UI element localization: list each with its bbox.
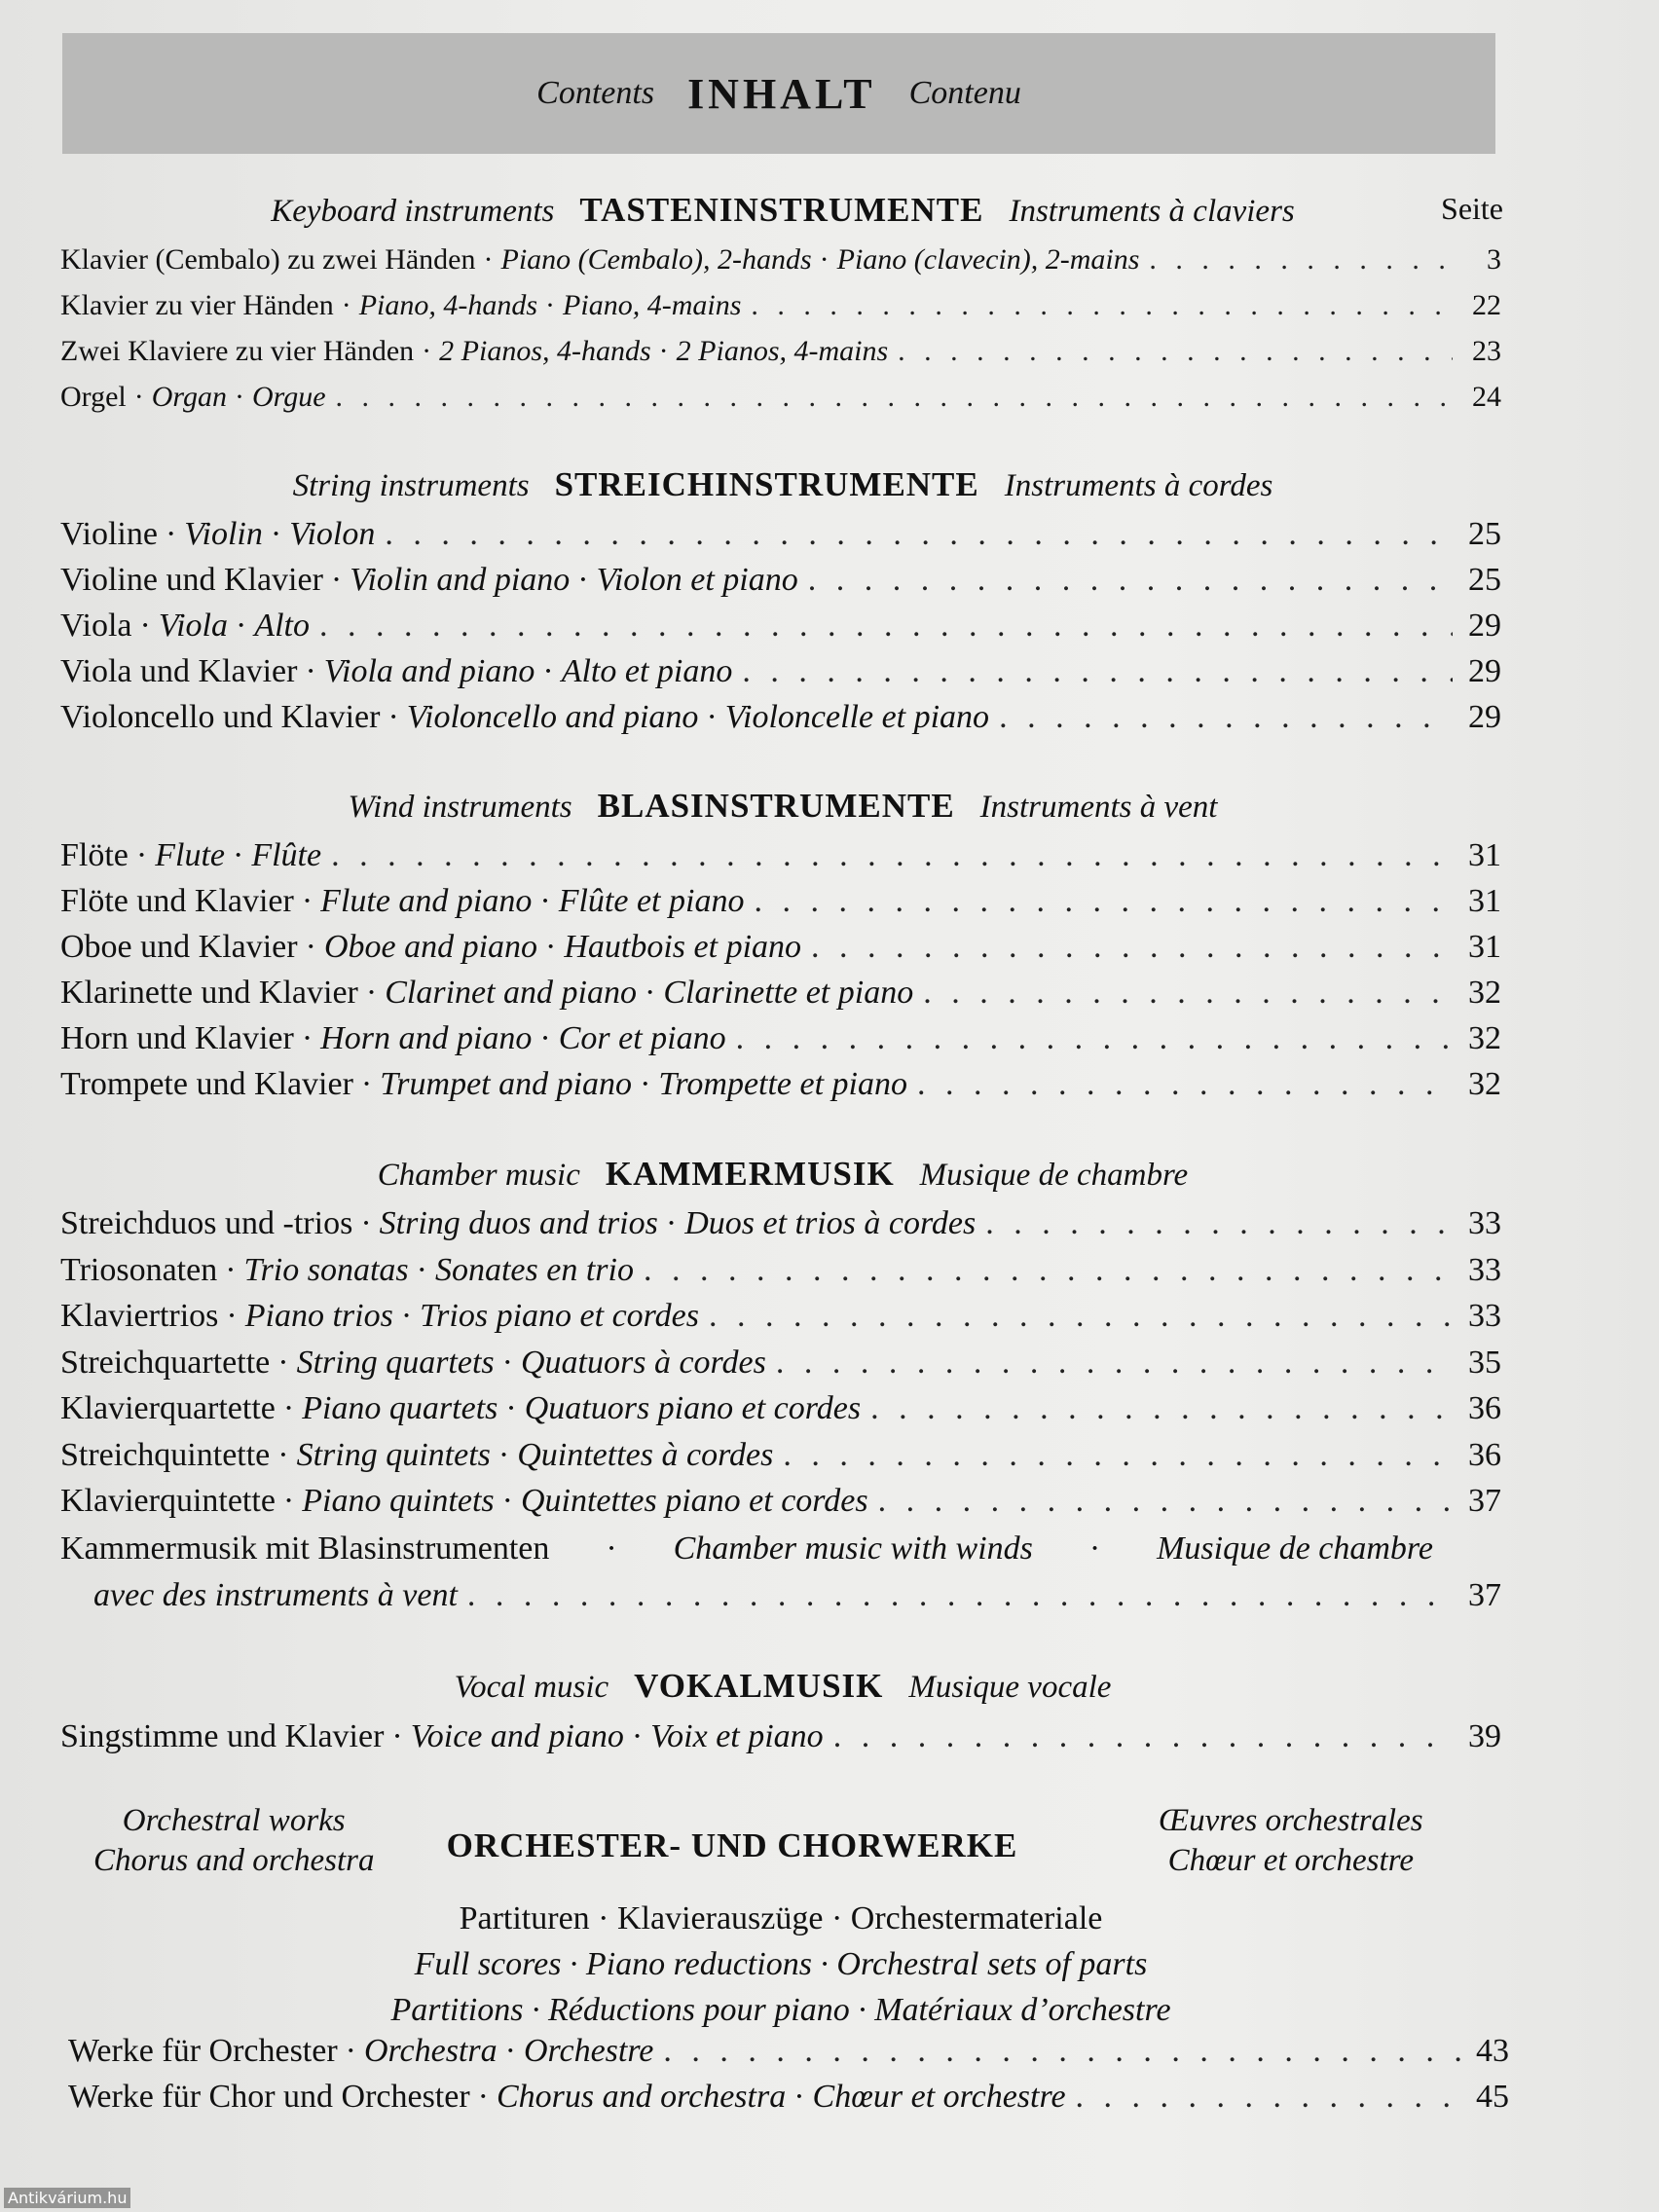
separator: · [483,243,494,276]
entry-de: Violoncello und Klavier [60,699,381,735]
entry-fr: Piano, 4-mains [563,289,742,321]
page-number: 36 [1468,1436,1501,1473]
separator: · [539,1020,551,1056]
entry-label [60,1345,766,1382]
entry-label [60,929,801,966]
entry-en: Viola and piano [323,653,535,689]
entry-fr: Flûte et piano [558,883,745,919]
section-de-label: KAMMERMUSIK [605,1155,895,1193]
separator: · [665,1205,678,1241]
entry-de: Viola und Klavier [60,653,298,689]
entry-fr-line2: avec des instruments à vent [93,1577,458,1613]
entry-label [60,1298,699,1335]
separator: · [477,2079,489,2115]
dot-leader [336,381,1453,414]
entry-fr: Quintettes piano et cordes [520,1483,868,1519]
toc-entry [60,929,1501,966]
entry-de: Violine [60,516,158,552]
page-number: 33 [1468,1251,1501,1288]
orchestral-de-heading: ORCHESTER- UND CHORWERKE [446,1826,1018,1864]
entry-en: String quartets [296,1344,495,1381]
orchestral-sub-fr: Partitions · Réductions pour piano · Matériaux d’orchestre [390,1992,1171,2028]
toc-entry [60,1437,1501,1474]
entry-de: Klavier (Cembalo) zu zwei Händen [60,243,476,276]
toc-entry [60,243,1501,276]
separator: · [400,1298,413,1334]
entry-de: Klarinette und Klavier [60,975,358,1011]
page-number: 32 [1468,1066,1501,1102]
separator: · [165,516,177,552]
toc-entry [60,335,1501,368]
entry-fr: Trompette et piano [658,1066,908,1102]
dot-leader [754,883,1453,920]
entry-de: Flöte [60,837,129,873]
toc-entry [60,1718,1501,1755]
entry-en: Trio sonatas [243,1251,409,1288]
dot-leader [808,562,1453,599]
separator: · [545,929,557,965]
toc-entry [60,975,1501,1012]
entry-label [68,2033,653,2070]
separator: · [139,608,151,644]
entry-en: 2 Pianos, 4-hands [439,335,651,367]
entry-de: Zwei Klaviere zu vier Händen [60,335,415,367]
page-number: 31 [1468,883,1501,919]
entry-de: Trompete und Klavier [60,1066,353,1102]
entry-en: String duos and trios [379,1205,658,1241]
entry-label [60,699,989,736]
separator: · [235,381,244,413]
section-heading-keyboard [62,191,1503,240]
section-de-label: BLASINSTRUMENTE [597,787,955,825]
page-number: 36 [1468,1390,1501,1426]
page-number: 37 [1468,1577,1501,1613]
seite-label: Seite [1441,191,1503,226]
section-fr-label: Instruments à claviers [1009,194,1295,229]
separator: · [640,1066,651,1102]
dot-leader [467,1577,1453,1614]
page-number: 25 [1468,516,1501,552]
entry-label [60,975,913,1012]
entry-label [60,1437,773,1474]
section-heading-vocal [62,1667,1503,1715]
toc-entry [60,1483,1501,1520]
separator: · [504,2033,516,2069]
entry-fr: Alto [254,608,310,644]
entry-de: Orgel [60,381,127,413]
entry-label [60,1020,726,1057]
entry-label [60,1252,634,1289]
page-number: 33 [1468,1298,1501,1334]
entry-de: Streichquartette [60,1344,271,1381]
separator: · [545,289,556,321]
entry-label [60,562,798,599]
separator: · [706,699,718,735]
entry-de: Viola [60,608,132,644]
entry-en: Piano quartets [302,1390,498,1426]
dot-leader [1076,2079,1460,2116]
entry-fr: Cor et piano [558,1020,726,1056]
entry-en: Viola [158,608,228,644]
entry-en: Clarinet and piano [385,975,638,1011]
dot-leader [709,1298,1453,1335]
entry-de: Klavierquartette [60,1390,276,1426]
entry-en: Chamber music with winds [673,1530,1033,1567]
entry-en: Organ [151,381,227,413]
entry-en: Piano, 4-hands [358,289,538,321]
separator: · [793,2079,805,2115]
entry-fr: Duos et trios à cordes [684,1205,977,1241]
page-number: 29 [1468,653,1501,689]
entry-label [60,516,375,553]
section-en-label: Keyboard instruments [271,194,555,229]
page-number: 25 [1468,562,1501,598]
entry-fr: Chœur et orchestre [812,2079,1066,2115]
entry-fr: Trios piano et cordes [420,1298,699,1334]
entry-de: Singstimme und Klavier [60,1718,385,1754]
dot-leader [878,1483,1453,1520]
dot-leader [917,1066,1453,1103]
dot-leader [776,1345,1453,1382]
entry-label [60,1066,907,1103]
separator: · [819,243,830,276]
separator: · [365,975,378,1011]
toc-entry [60,1252,1501,1289]
entry-en: Trumpet and piano [380,1066,633,1102]
separator: · [305,929,316,965]
page-number: 45 [1476,2079,1509,2115]
entry-en: Chorus and orchestra [497,2079,787,2115]
section-heading-strings [62,465,1503,514]
entry-en: Horn and piano [320,1020,533,1056]
entry-label [60,608,310,645]
entry-label [68,2079,1066,2116]
separator: · [360,1066,373,1102]
entry-fr-line1: Musique de chambre [1157,1530,1433,1567]
separator: · [539,883,551,919]
entry-en: Voice and piano [410,1718,624,1754]
entry-en: String quintets [296,1436,491,1473]
entry-en: Flute and piano [320,883,533,919]
dot-leader [833,1718,1453,1755]
orchestral-en-line2: Chorus and orchestra [93,1843,375,1878]
separator: · [277,1436,289,1473]
entry-fr: Voix et piano [650,1718,824,1754]
entry-fr: Hautbois et piano [564,929,802,965]
toc-entry [60,1066,1501,1103]
separator: · [226,1298,238,1334]
separator: · [305,653,316,689]
toc-entry [60,1205,1501,1242]
separator: · [135,837,148,873]
page-number: 3 [1487,243,1501,276]
entry-label [60,883,744,920]
entry-fr: Piano (clavecin), 2-mains [836,243,1140,276]
separator: · [498,1436,510,1473]
section-fr-label: Musique de chambre [919,1158,1189,1193]
section-en-label: Vocal music [454,1670,609,1705]
dot-leader [870,1390,1453,1427]
entry-en: Piano quintets [302,1483,495,1519]
entry-de: Klavierquintette [60,1483,276,1519]
section-de-label: VOKALMUSIK [634,1667,884,1705]
entry-label [60,243,1139,276]
section-fr-label: Instruments à vent [979,790,1218,825]
separator: · [577,562,589,598]
separator: · [542,653,554,689]
entry-fr: Sonates en trio [434,1251,634,1288]
separator: · [391,1718,403,1754]
entry-fr: Violoncelle et piano [724,699,990,735]
separator: · [133,381,144,413]
entry-fr: Quatuors piano et cordes [524,1390,862,1426]
separator: · [422,335,432,367]
page-number: 35 [1468,1344,1501,1381]
entry-de: Kammermusik mit Blasinstrumenten [60,1530,550,1567]
entry-fr: Clarinette et piano [663,975,914,1011]
entry-fr: Violon et piano [596,562,798,598]
toc-entry [60,516,1501,553]
dot-leader [663,2033,1460,2070]
separator: · [360,1205,372,1241]
entry-de: Triosonaten [60,1251,218,1288]
page-number: 23 [1472,335,1501,367]
orchestral-fr-heading [1159,1801,1423,1881]
separator: · [416,1251,427,1288]
dot-leader [736,1020,1453,1057]
entry-en: Violoncello and piano [406,699,699,735]
dot-leader [985,1205,1453,1242]
page-number: 33 [1468,1205,1501,1241]
separator: · [233,837,244,873]
entry-label [60,837,321,874]
page-number: 32 [1468,975,1501,1011]
separator: · [330,562,343,598]
dot-leader [385,516,1453,553]
entry-fr: Quatuors à cordes [520,1344,766,1381]
toc-entry [60,1390,1501,1427]
toc-entry [60,837,1501,874]
section-en-label: Wind instruments [348,790,572,825]
chamber-winds-entry [60,1530,1433,1567]
entry-fr: 2 Pianos, 4-mains [676,335,889,367]
header-contents-en: Contents [536,75,655,111]
entry-fr: Flûte [251,837,322,873]
entry-fr: Orgue [252,381,326,413]
header-contenu-fr: Contenu [908,75,1021,111]
separator: · [270,516,282,552]
section-heading-chamber [62,1155,1503,1203]
entry-de: Streichquintette [60,1436,271,1473]
entry-en: Violin [184,516,263,552]
page-number: 22 [1472,289,1501,321]
entry-label [60,653,732,690]
entry-label [60,381,326,414]
entry-fr: Alto et piano [561,653,733,689]
entry-label [60,1205,976,1242]
toc-entry [60,1345,1501,1382]
toc-entry [60,562,1501,599]
dot-leader [923,975,1453,1012]
chamber-winds-entry-cont [93,1577,1501,1614]
dot-leader [742,653,1453,690]
entry-label [93,1577,458,1614]
entry-de: Klaviertrios [60,1298,219,1334]
separator: · [501,1483,513,1519]
toc-entry [60,699,1501,736]
section-de-label: STREICHINSTRUMENTE [554,465,979,503]
toc-entry [68,2033,1509,2070]
orchestral-sub-en: Full scores · Piano reductions · Orchestral sets of parts [414,1946,1148,1982]
dot-leader [1149,243,1453,276]
separator: · [301,1020,313,1056]
separator: · [225,1251,237,1288]
dot-leader [331,837,1453,874]
page-number: 29 [1468,699,1501,735]
entry-fr: Quintettes à cordes [517,1436,774,1473]
orchestral-fr-line2: Chœur et orchestre [1167,1843,1414,1878]
entry-en: Flute [155,837,225,873]
entry-de: Violine und Klavier [60,562,323,598]
page-number: 24 [1472,381,1501,413]
page-number: 29 [1468,608,1501,644]
entry-label [60,1483,868,1520]
toc-entry [60,289,1501,322]
entry-en: Oboe and piano [323,929,538,965]
separator: · [235,608,247,644]
toc-entry [60,1020,1501,1057]
section-fr-label: Musique vocale [908,1670,1112,1705]
section-en-label: String instruments [292,468,530,503]
entry-de: Werke für Chor und Orchester [68,2079,470,2115]
header-inhalt: INHALT [687,69,876,118]
separator: · [1088,1530,1101,1567]
entry-en: Violin and piano [350,562,571,598]
separator: · [658,335,669,367]
entry-en: Piano (Cembalo), 2-hands [500,243,812,276]
toc-entry [68,2079,1509,2116]
entry-fr: Violon [289,516,376,552]
page-number: 37 [1468,1483,1501,1519]
entry-de: Klavier zu vier Händen [60,289,334,321]
entry-de: Streichduos und -trios [60,1205,353,1241]
entry-label [60,335,888,368]
watermark: Antikvárium.hu [4,2188,130,2208]
entry-label [60,289,741,322]
separator: · [606,1530,617,1567]
dot-leader [898,335,1453,368]
toc-entry [60,608,1501,645]
orchestral-en-line1: Orchestral works [122,1803,346,1838]
toc-entry [60,883,1501,920]
entry-label [60,1718,824,1755]
dot-leader [811,929,1453,966]
page-number: 31 [1468,837,1501,873]
entry-de: Flöte und Klavier [60,883,294,919]
orchestral-fr-line1: Œuvres orchestrales [1159,1803,1423,1838]
page-number: 43 [1476,2033,1509,2069]
separator: · [282,1390,295,1426]
separator: · [341,289,351,321]
dot-leader [644,1252,1453,1289]
separator: · [501,1344,513,1381]
entry-label [60,1390,861,1427]
toc-entry [60,653,1501,690]
section-fr-label: Instruments à cordes [1004,468,1273,503]
entry-en: Piano trios [244,1298,393,1334]
section-heading-wind [62,787,1503,835]
section-de-label: TASTENINSTRUMENTE [579,191,984,229]
contents-header [62,33,1495,154]
toc-entry [60,1298,1501,1335]
section-en-label: Chamber music [377,1158,580,1193]
separator: · [301,883,313,919]
page-number: 32 [1468,1020,1501,1056]
orchestral-sub-de: Partituren · Klavierauszüge · Orchestermateriale [459,1900,1103,1936]
dot-leader [783,1437,1453,1474]
separator: · [282,1483,295,1519]
entry-fr: Orchestre [523,2033,654,2069]
page-number: 31 [1468,929,1501,965]
entry-en: Orchestra [364,2033,498,2069]
entry-de: Oboe und Klavier [60,929,298,965]
separator: · [505,1390,517,1426]
separator: · [277,1344,289,1381]
entry-de: Horn und Klavier [60,1020,294,1056]
dot-leader [751,289,1453,322]
dot-leader [999,699,1453,736]
page-number: 39 [1468,1718,1501,1754]
separator: · [345,2033,356,2069]
entry-de: Werke für Orchester [68,2033,338,2069]
separator: · [645,975,656,1011]
toc-entry [60,381,1501,414]
separator: · [631,1718,644,1754]
dot-leader [319,608,1453,645]
separator: · [387,699,399,735]
